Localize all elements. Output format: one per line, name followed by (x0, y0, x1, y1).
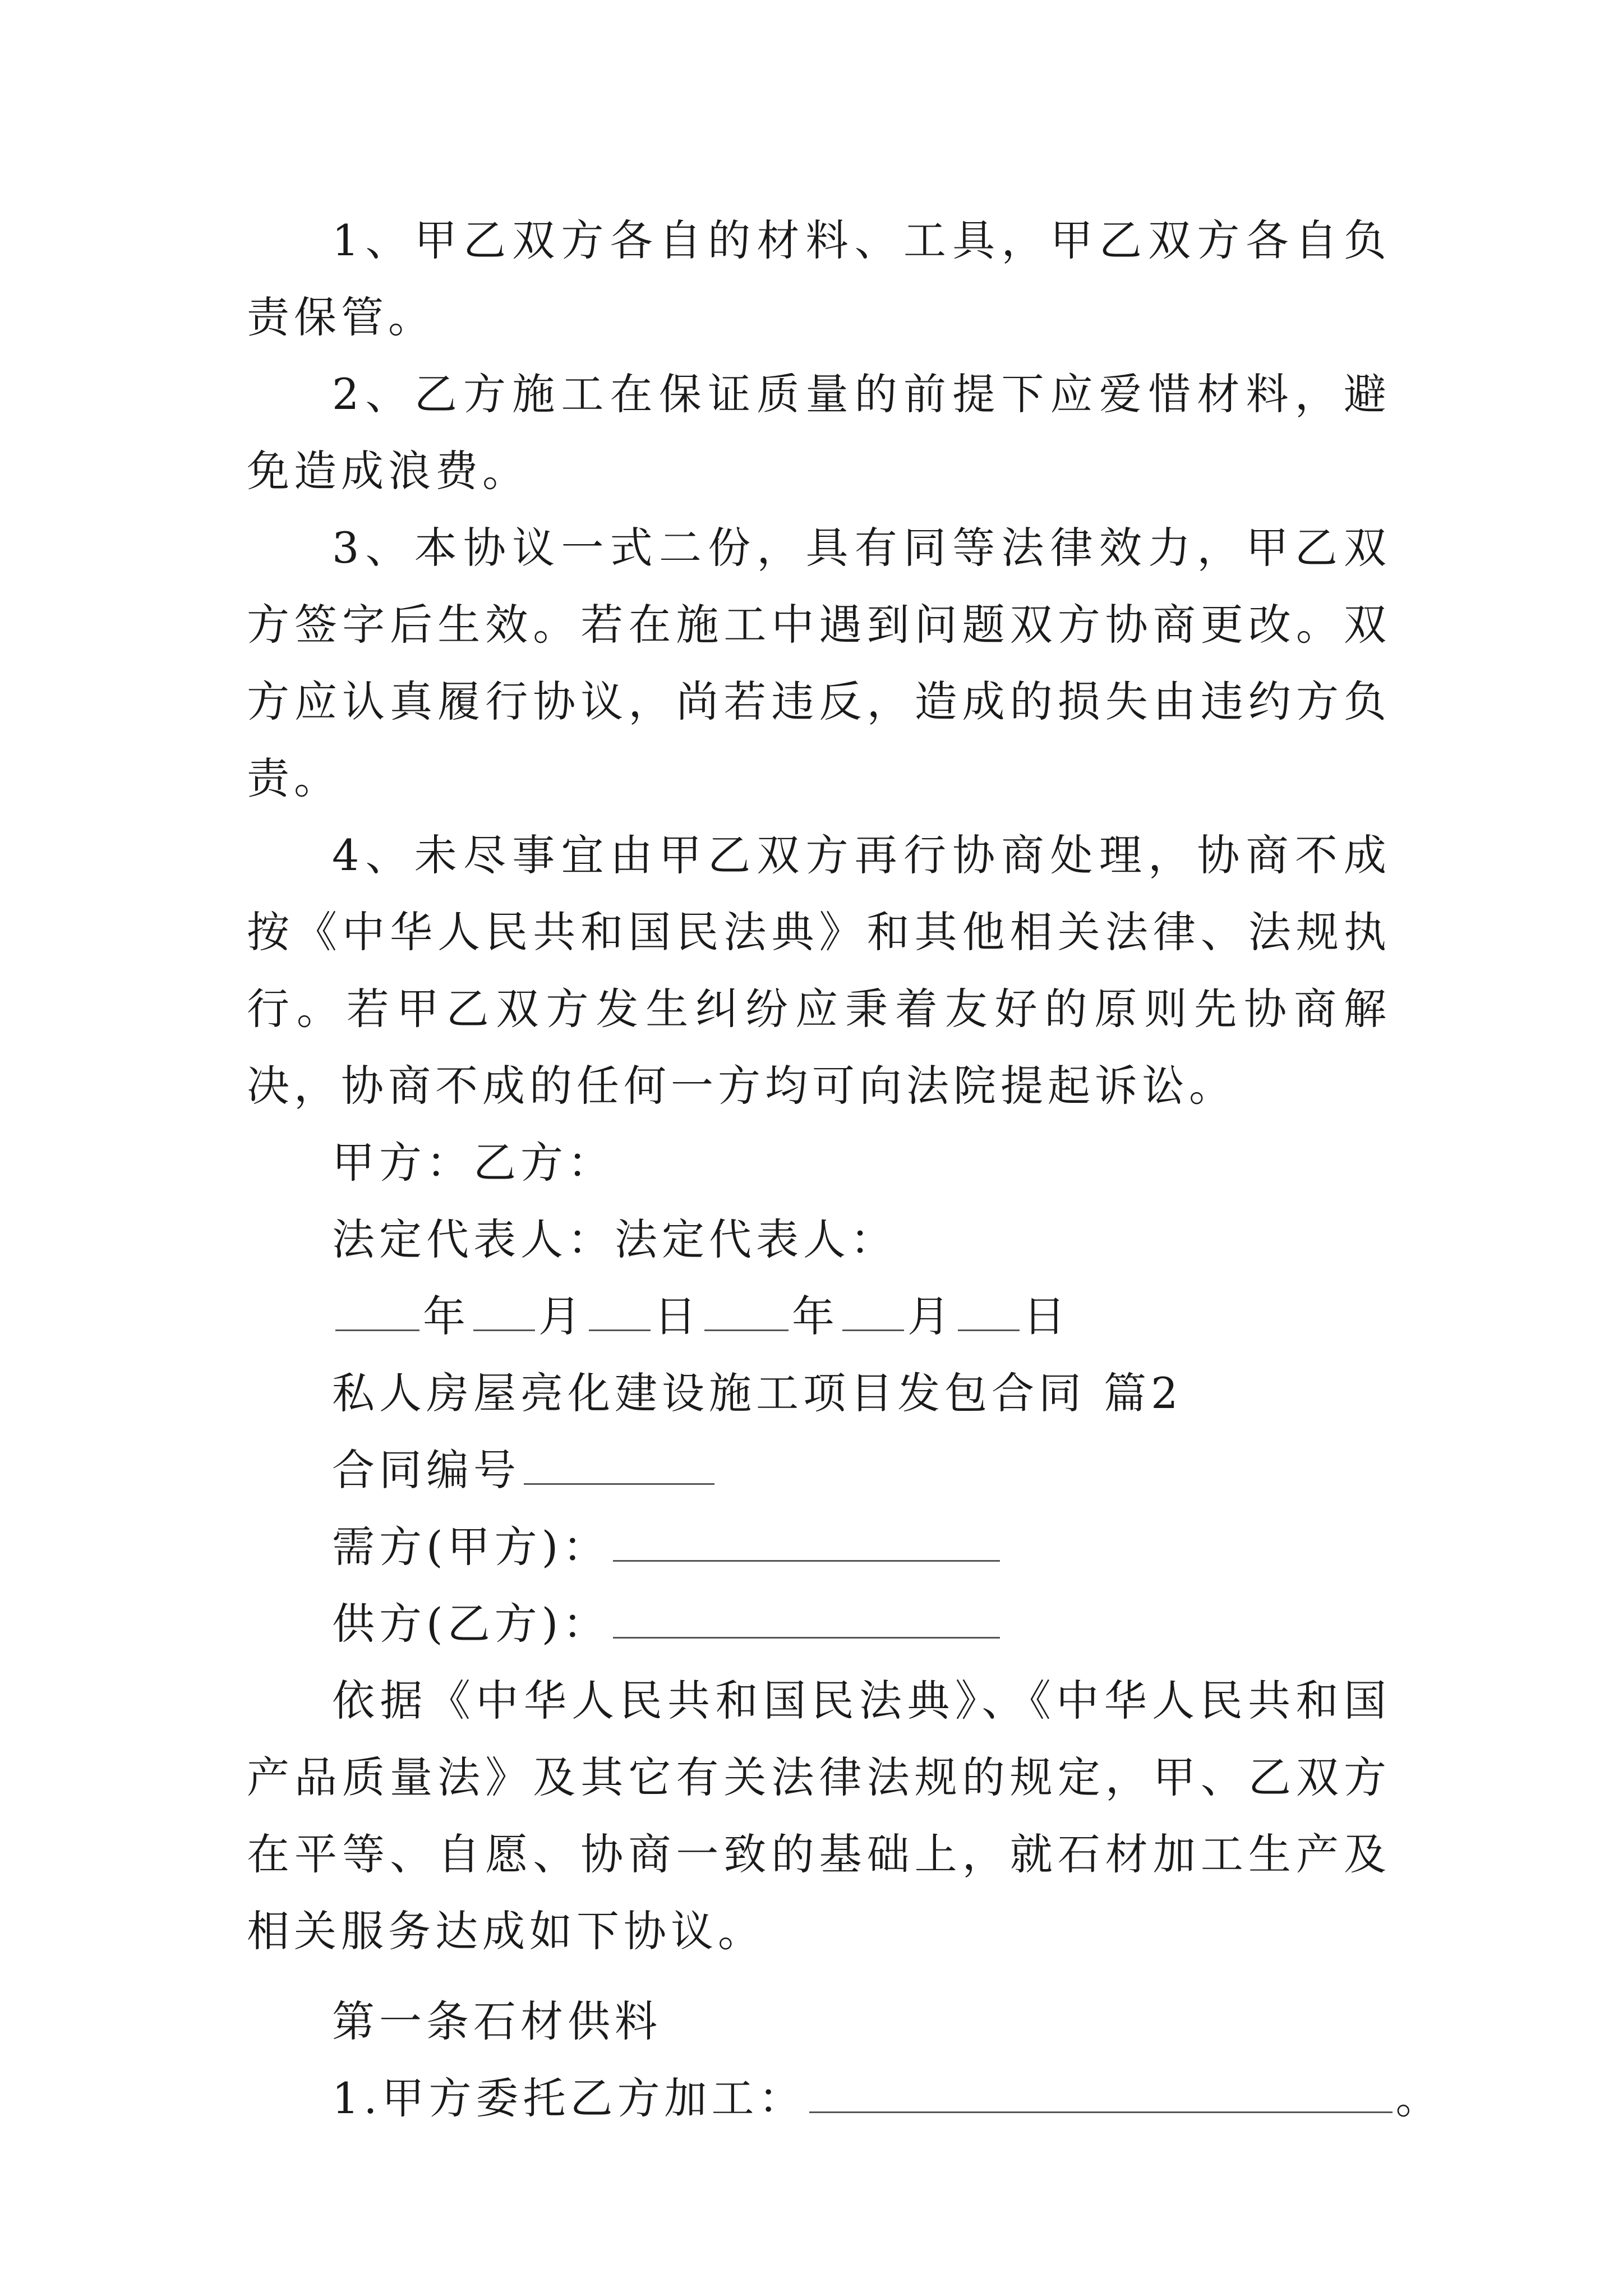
date-year-label-2: 年 (792, 1291, 839, 1341)
item-1-blank (809, 2077, 1393, 2113)
paragraph-clause-1: 1、甲乙双方各自的材料、工具，甲乙双方各自负责保管。 (247, 215, 1391, 342)
contract-number-label: 合同编号 (332, 1445, 520, 1495)
signature-representatives-line: 法定代表人：法定代表人： (332, 1214, 897, 1264)
date-year-blank-2 (704, 1295, 789, 1331)
supplier-label: 供方(乙方)： (332, 1599, 610, 1649)
article-1-item-1 (247, 2060, 1443, 2137)
item-1-label: 1.甲方委托乙方加工： (332, 2073, 806, 2123)
buyer-blank (613, 1525, 1000, 1562)
date-month-blank-2 (842, 1295, 904, 1331)
item-1-end: 。 (1395, 2073, 1443, 2123)
second-contract-intro: 依据《中华人民共和国民法典》、《中华人民共和国产品质量法》及其它有关法律法规的规定，甲、乙双方在平等、自愿、协商一致的基础上，就石材加工生产及相关服务达成如下协议。 (247, 1676, 1391, 1956)
contract-number-blank (524, 1448, 714, 1485)
paragraph-clause-2: 2、乙方施工在保证质量的前提下应爱惜材料，避免造成浪费。 (247, 369, 1391, 496)
second-contract-title: 私人房屋亮化建设施工项目发包合同 篇2 (332, 1368, 1183, 1418)
date-day-label-2: 日 (1023, 1291, 1070, 1341)
date-day-blank-2 (958, 1295, 1020, 1331)
date-day-blank-1 (589, 1295, 651, 1331)
buyer-label: 需方(甲方)： (332, 1522, 610, 1572)
date-month-blank-1 (473, 1295, 535, 1331)
supplier-blank (613, 1602, 1000, 1639)
date-month-label-2: 月 (907, 1291, 955, 1341)
buyer-line (247, 1508, 1391, 1585)
signature-parties-line: 甲方：乙方： (332, 1138, 615, 1188)
date-day-label-1: 日 (654, 1291, 701, 1341)
paragraph-clause-3: 3、本协议一式二份，具有同等法律效力，甲乙双方签字后生效。若在施工中遇到问题双方协商更改。双方应认真履行协议，尚若违反，造成的损失由违约方负责。 (247, 523, 1391, 803)
document-body (247, 202, 1443, 2137)
supplier-line (247, 1585, 1391, 1662)
signature-date-line (247, 1278, 1391, 1355)
date-year-label-1: 年 (423, 1291, 470, 1341)
date-year-blank-1 (335, 1295, 419, 1331)
paragraph-clause-4: 4、未尽事宜由甲乙双方再行协商处理，协商不成按《中华人民共和国民法典》和其他相关法律、法规执行。若甲乙双方发生纠纷应秉着友好的原则先协商解决，协商不成的任何一方均可向法院提起诉讼。 (247, 830, 1391, 1111)
date-month-label-1: 月 (538, 1291, 585, 1341)
contract-number-line (247, 1432, 1391, 1508)
article-1-title: 第一条石材供料 (332, 1996, 662, 2046)
